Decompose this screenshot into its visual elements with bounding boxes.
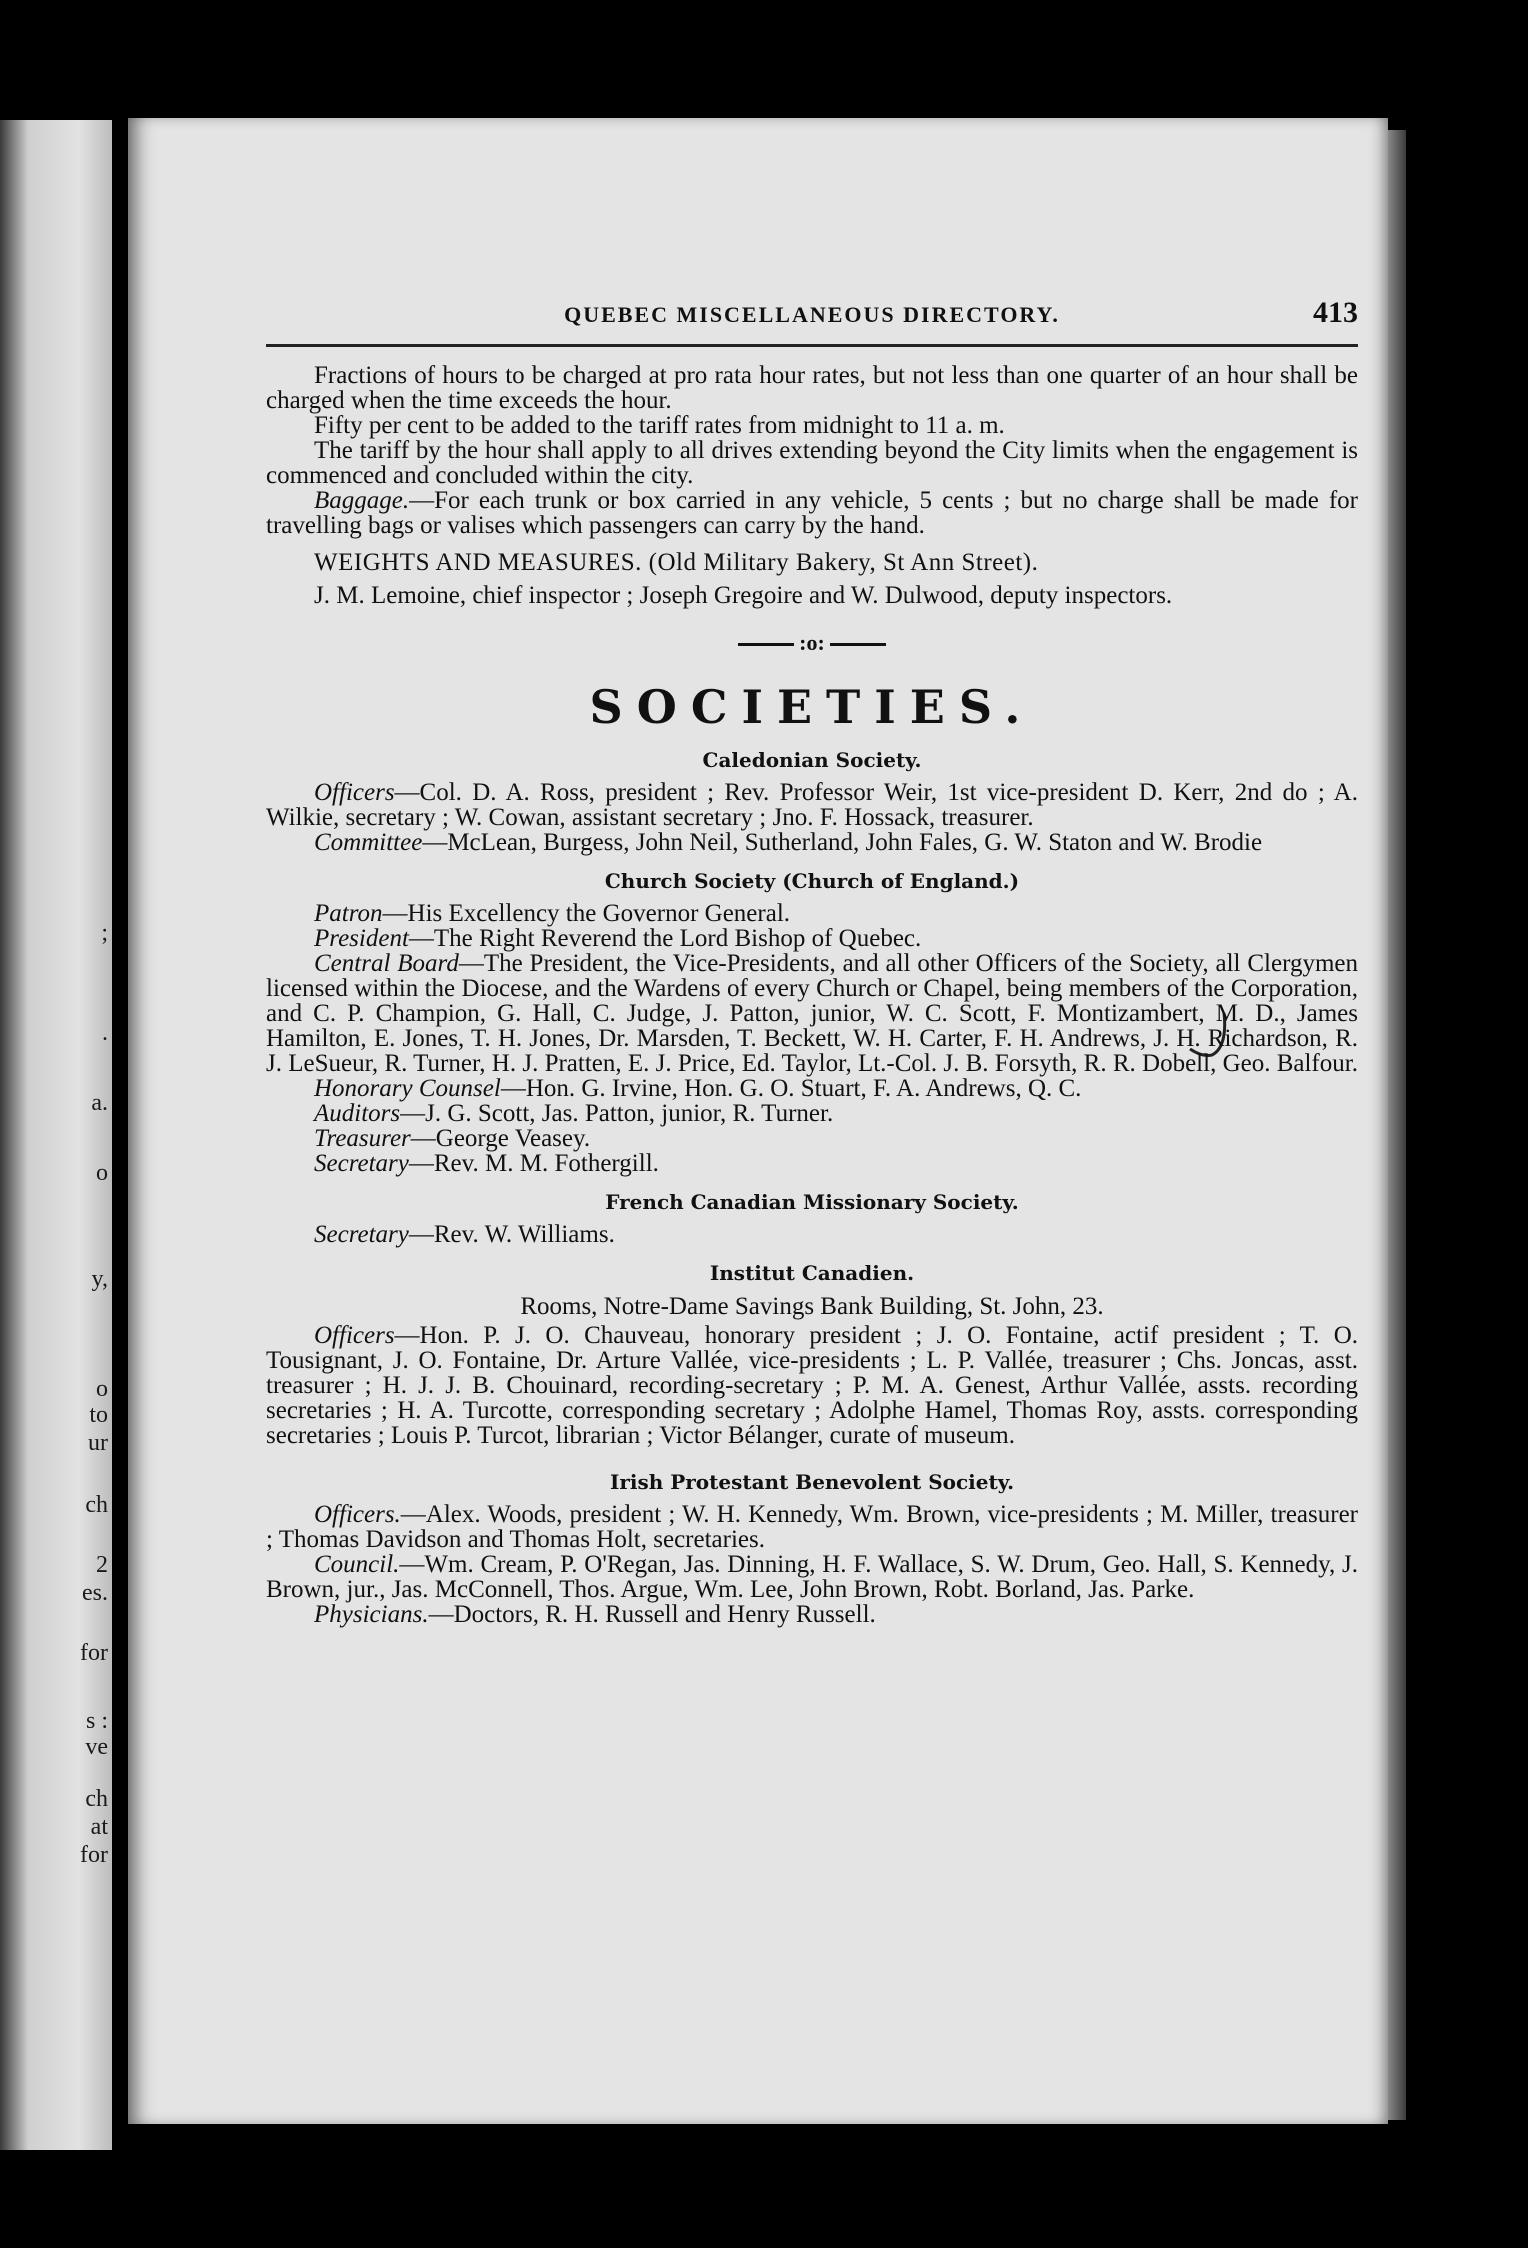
society-address: Rooms, Notre-Dame Savings Bank Building, St. John, 23. [520,1293,1104,1320]
section-ornament [266,630,1358,656]
page-content [266,292,1358,1627]
entry-text: —The Right Reverend the Lord Bishop of Quebec. [408,925,922,952]
margin-fragment: y, [91,1266,108,1292]
margin-fragment: a. [91,1090,108,1116]
entry-text: —Col. D. A. Ross, president ; Rev. Professor Weir, 1st vice-president D. Kerr, 2nd do ; A. Wilkie, secretary ; W. Cowan, assistant secretary ; Jno. F. Hossack, treasurer. [266,779,1358,831]
baggage-label: Baggage. [314,487,410,514]
entry-text: —J. G. Scott, Jas. Patton, junior, R. Turner. [400,1100,834,1127]
margin-fragment: s : [85,1708,108,1734]
society-heading: Caledonian Society. [702,748,922,772]
entry-label: Officers [314,779,395,806]
society-entry [266,951,1358,1076]
running-head-title: QUEBEC MISCELLANEOUS DIRECTORY. [564,302,1060,327]
margin-fragment: o [96,1160,108,1186]
entry-text: —Alex. Woods, president ; W. H. Kennedy, Wm. Brown, vice-presidents ; M. Miller, treasurer ; Thomas Davidson and Thomas Holt, secretaries. [266,1501,1358,1553]
entry-label: Council. [314,1551,400,1578]
margin-fragment: ch [85,1786,108,1812]
society-heading: Church Society (Church of England.) [604,869,1020,893]
entry-text: —Rev. M. M. Fothergill. [408,1150,659,1177]
margin-fragment: at [90,1814,108,1840]
society-entry [266,1101,1358,1126]
ornament-glyph: :o: [799,630,825,655]
page-edge-shadow [1388,130,1406,2120]
society-heading: French Canadian Missionary Society. [605,1190,1019,1214]
entry-label: Physicians. [314,1601,429,1628]
entry-label: President [314,925,409,952]
ornament-rule [830,643,886,646]
entry-text: —Rev. W. Williams. [408,1221,615,1248]
society-entry [266,1126,1358,1151]
entry-label: Secretary [314,1221,409,1248]
society-entry [266,1076,1358,1101]
society-entry [266,1323,1358,1448]
margin-fragment: for [80,1640,108,1666]
society-entry [266,830,1358,855]
society-entry [266,1502,1358,1552]
baggage-text: —For each trunk or box carried in any vehicle, 5 cents ; but no charge shall be made for travelling bags or valises which passengers can carry by the hand. [266,487,1358,539]
society-entry [266,780,1358,830]
society-entry [266,1552,1358,1602]
margin-fragment: to [89,1402,108,1428]
entry-label: Honorary Counsel [314,1075,501,1102]
entry-label: Officers. [314,1501,401,1528]
society-heading: Irish Protestant Benevolent Society. [609,1470,1015,1494]
entry-label: Officers [314,1322,395,1349]
running-head [266,292,1358,340]
society-entry [266,926,1358,951]
entry-text: —Hon. G. Irvine, Hon. G. O. Stuart, F. A. Andrews, Q. C. [500,1075,1082,1102]
society-entry [266,1222,1358,1247]
margin-fragment: es. [82,1580,108,1606]
society-entry [266,901,1358,926]
society-heading: Institut Canadien. [709,1261,915,1285]
society-entry [266,1151,1358,1176]
facing-page-edge [0,120,112,2150]
margin-fragment: 2 [96,1552,108,1578]
entry-label: Secretary [314,1150,409,1177]
header-rule [266,344,1358,347]
entry-label: Treasurer [314,1125,411,1152]
entry-text: —George Veasey. [410,1125,591,1152]
weights-text: J. M. Lemoine, chief inspector ; Joseph Gregoire and W. Dulwood, deputy inspectors. [314,582,1173,609]
margin-fragment: for [80,1842,108,1868]
margin-fragment: ve [85,1734,108,1760]
book-page [128,118,1388,2124]
entry-label: Committee [314,829,423,856]
entry-label: Central Board [314,950,459,977]
entry-label: Auditors [314,1100,401,1127]
margin-fragment: o [96,1376,108,1402]
margin-fragment: ; [101,920,108,946]
ornament-rule [738,643,794,646]
margin-fragment: ch [85,1492,108,1518]
margin-fragment: . [102,1020,108,1046]
entry-text: —McLean, Burgess, John Neil, Sutherland, John Fales, G. W. Staton and W. Brodie [422,829,1263,856]
page-number: 413 [1313,296,1358,329]
tariff-paragraph: Fractions of hours to be charged at pro rata hour rates, but not less than one quarter of an hour shall be charged when the time exceeds the hour. [266,362,1358,414]
entry-text: —Hon. P. J. O. Chauveau, honorary president ; J. O. Fontaine, actif president ; T. O. Tousignant, J. O. Fontaine, Dr. Arture Vallée, vice-presidents ; L. P. Vallée, treasurer ; Chs. Joncas, asst. treasurer ; H. J. J. B. Chouinard, recording-secretary ; P. M. A. Genest, Arthur Vallée, assts. recording secretaries ; H. A. Turcotte, corresponding secretary ; Adolphe Hamel, Thomas Roy, assts. corresponding secretaries ; Louis P. Turcot, librarian ; Victor Bélanger, curate of museum. [266,1322,1358,1449]
entry-text: —His Excellency the Governor General. [382,900,791,927]
weights-heading: WEIGHTS AND MEASURES. (Old Military Bakery, St Ann Street). [314,549,1039,576]
baggage-paragraph [266,488,1358,538]
entry-text: —Wm. Cream, P. O'Regan, Jas. Dinning, H. F. Wallace, S. W. Drum, Geo. Hall, S. Kennedy, J. Brown, jur., Jas. McConnell, Thos. Argue, Wm. Lee, John Brown, Robt. Borland, Jas. Parke. [266,1551,1358,1603]
margin-fragment: ur [88,1430,108,1456]
society-entry [266,1602,1358,1627]
entry-label: Patron [314,900,383,927]
entry-text: —The President, the Vice-Presidents, and all other Officers of the Society, all Clergymen licensed within the Diocese, and the Wardens of every Church or Chapel, being members of the Corporation, and C. P. Champion, G. Hall, C. Judge, J. Patton, junior, W. C. Scott, F. Montizambert, M. D., James Hamilton, E. Jones, T. H. Jones, Dr. Marsden, T. Beckett, W. H. Carter, F. H. Andrews, J. H. Richardson, R. J. LeSueur, R. Turner, H. J. Pratten, E. J. Price, Ed. Taylor, Lt.-Col. J. B. Forsyth, R. R. Dobell, Geo. Balfour. [266,950,1358,1077]
tariff-paragraph: The tariff by the hour shall apply to all drives extending beyond the City limits when the engagement is commenced and concluded within the city. [266,437,1358,489]
entry-text: —Doctors, R. H. Russell and Henry Russell. [428,1601,876,1628]
tariff-paragraph: Fifty per cent to be added to the tariff rates from midnight to 11 a. m. [314,412,1005,439]
section-title: SOCIETIES. [589,680,1035,734]
